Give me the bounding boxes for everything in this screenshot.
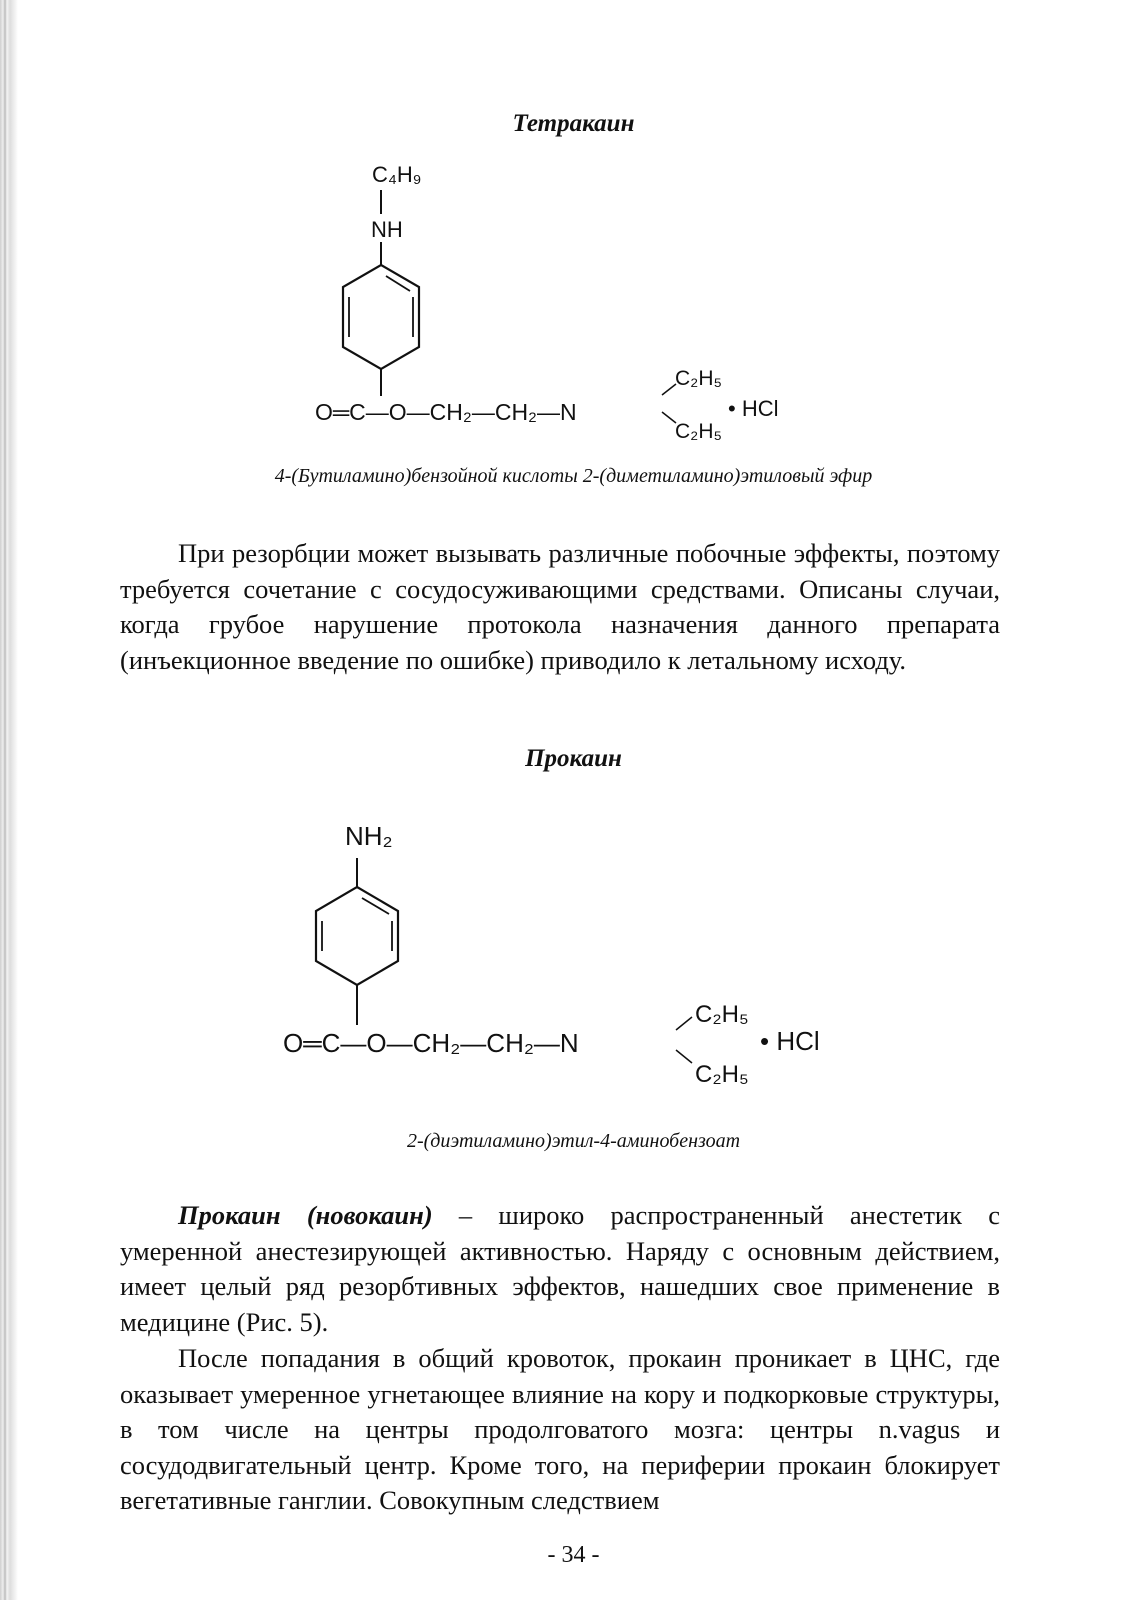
tetracaine-caption: 4-(Бутиламино)бензойной кислоты 2-(диметиламино)этиловый эфир (274, 465, 873, 487)
ester-chain: O═C—O—CH₂—CH₂—N (315, 399, 577, 425)
amine-group: NH (371, 217, 403, 242)
butyl-group: C₄H₉ (372, 162, 422, 187)
hcl-salt: • HCl (760, 1026, 820, 1056)
ester-chain: O═C—O—CH₂—CH₂—N (283, 1028, 579, 1058)
procaine-title: Прокаин (525, 745, 622, 772)
amino-group: NH₂ (345, 821, 393, 851)
ethyl-lower: C₂H₅ (695, 1061, 749, 1088)
page-number: - 34 - (547, 1542, 600, 1568)
procaine-caption: 2-(диэтиламино)этил-4-аминобензоат (406, 1130, 741, 1152)
paragraph-side-effects: При резорбции может вызывать различные побочные эффекты, поэтому требуется сочетание с сосудосуживающими средствами. Описаны случаи, когда грубое нарушение протокола назначения данного препарата (инъекционное введение по ошибке) приводило к летальному исходу. (120, 538, 1000, 675)
hcl-salt: • HCl (728, 396, 779, 421)
paragraph-cns-effects: После попадания в общий кровоток, прокаин проникает в ЦНС, где оказывает умеренное угнетающее влияние на кору и подкорковые структуры, в том числе на центры продолговатого мозга: центры n.vagus и сосудодвигательный центр. Кроме того, на периферии прокаин блокирует вегетативные ганглии. Совокупным следствием (120, 1343, 1000, 1515)
paragraph-procaine-intro: Прокаин (новокаин) – широко распространенный анестетик с умеренной анестезирующей активностью. Наряду с основным действием, имеет целый ряд резорбтивных эффектов, нашедших свое применение в медицине (Рис. 5). (120, 1200, 1000, 1337)
ethyl-upper: C₂H₅ (695, 1001, 749, 1028)
benzene-ring (316, 887, 398, 985)
ethyl-lower: C₂H₅ (675, 420, 722, 443)
tetracaine-title: Тетракаин (512, 110, 635, 137)
ethyl-upper: C₂H₅ (675, 367, 722, 390)
